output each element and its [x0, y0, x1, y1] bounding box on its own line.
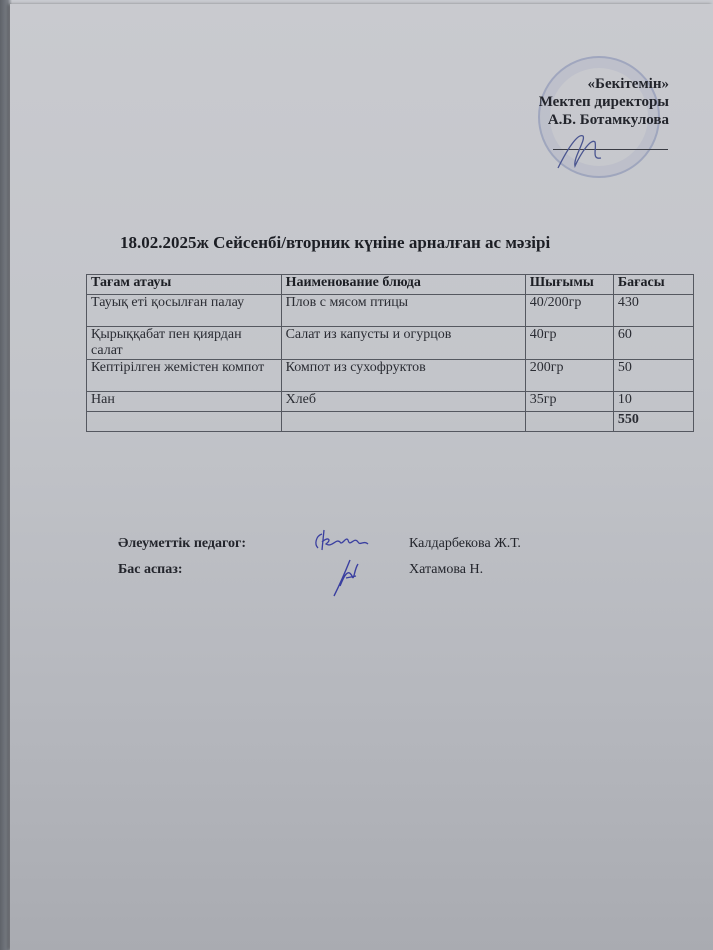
header-kz-name: Тағам атауы — [87, 275, 282, 295]
cell-ru-name: Салат из капусты и огурцов — [281, 327, 525, 360]
table-row — [87, 295, 694, 327]
cell-ru-name: Компот из сухофруктов — [281, 360, 525, 392]
cell-yield: 40/200гр — [525, 295, 613, 327]
cell-kz-name: Тауық еті қосылған палау — [87, 295, 282, 327]
cell-price: 10 — [613, 392, 693, 412]
cell-ru-name: Хлеб — [281, 392, 525, 412]
head-cook-signature-icon — [330, 556, 364, 600]
approval-block — [539, 75, 669, 129]
director-signature-icon — [553, 128, 613, 173]
header-ru-name: Наименование блюда — [281, 275, 525, 295]
empty-cell — [525, 412, 613, 432]
empty-cell — [87, 412, 282, 432]
cell-kz-name: Нан — [87, 392, 282, 412]
table-header-row — [87, 275, 694, 295]
menu-table — [86, 274, 694, 432]
page-title: 18.02.2025ж Сейсенбі/вторник күніне арналған ас мәзірі — [120, 233, 551, 252]
social-pedagogue-role: Әлеуметтік педагог: — [118, 536, 247, 551]
cell-price: 50 — [613, 360, 693, 392]
header-price: Бағасы — [613, 275, 693, 295]
table-row — [87, 392, 694, 412]
approval-position: Мектеп директоры — [538, 94, 669, 110]
cell-kz-name: Қырыққабат пен қиярдан салат — [87, 327, 282, 360]
cell-kz-name: Кептірілген жемістен компот — [87, 360, 282, 392]
cell-yield: 200гр — [525, 360, 613, 392]
cell-price: 60 — [613, 327, 693, 360]
header-yield: Шығымы — [525, 275, 613, 295]
social-pedagogue-name: Калдарбекова Ж.Т. — [409, 536, 521, 551]
empty-cell — [281, 412, 525, 432]
approval-heading: «Бекітемін» — [587, 76, 669, 92]
head-cook-role: Бас аспаз: — [118, 562, 183, 577]
cell-yield: 35гр — [525, 392, 613, 412]
table-row — [87, 360, 694, 392]
social-pedagogue-signature-icon — [310, 526, 372, 556]
approval-name: А.Б. Ботамкулова — [547, 112, 669, 128]
table-total-row — [87, 412, 694, 432]
cell-price: 430 — [613, 295, 693, 327]
total-price: 550 — [613, 412, 693, 432]
cell-yield: 40гр — [525, 327, 613, 360]
head-cook-name: Хатамова Н. — [409, 562, 484, 577]
cell-ru-name: Плов с мясом птицы — [281, 295, 525, 327]
table-row — [87, 327, 694, 360]
